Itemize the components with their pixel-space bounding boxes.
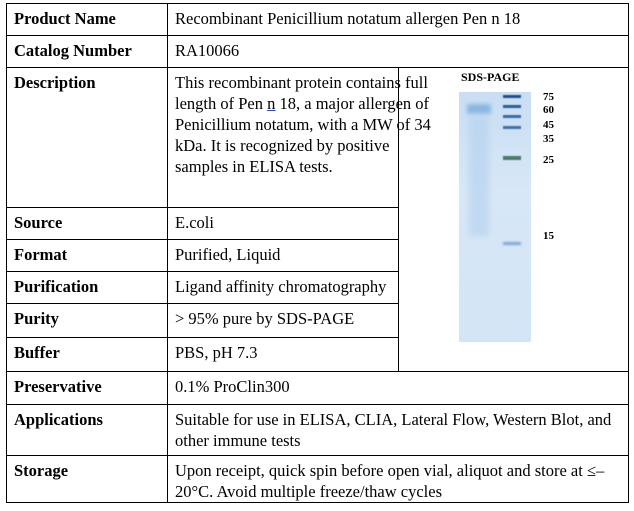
value-catalog-number: RA10066 xyxy=(168,36,629,68)
value-purification: Ligand affinity chromatography xyxy=(168,272,399,304)
label-product-name: Product Name xyxy=(7,4,168,36)
gel-title: SDS-PAGE xyxy=(461,70,520,84)
label-purification: Purification xyxy=(7,272,168,304)
label-applications: Applications xyxy=(7,405,168,456)
label-source: Source xyxy=(7,208,168,240)
mw-marker-25: 25 xyxy=(543,154,554,166)
row-preservative xyxy=(7,372,629,405)
label-description: Description xyxy=(7,68,168,208)
ladder-band xyxy=(503,115,521,118)
value-description: This recombinant protein contains full length of Pen n 18, a major allergen of Penicillium notatum, with a MW of 34 kDa. It is recognized by positive samples in ELISA tests. xyxy=(168,68,399,208)
label-purity: Purity xyxy=(7,304,168,338)
sample-lane-smear xyxy=(469,116,489,236)
value-preservative: 0.1% ProClin300 xyxy=(168,372,629,405)
gel-image xyxy=(459,92,531,342)
ladder-band xyxy=(503,95,521,98)
ladder-band xyxy=(503,242,521,245)
value-source: E.coli xyxy=(168,208,399,240)
row-storage xyxy=(7,456,629,503)
row-catalog-number xyxy=(7,36,629,68)
mw-marker-15: 15 xyxy=(543,230,554,242)
mw-marker-75: 75 xyxy=(543,91,554,103)
sds-page-figure xyxy=(455,70,575,350)
mw-marker-60: 60 xyxy=(543,104,554,116)
ladder-band xyxy=(503,156,521,160)
label-catalog-number: Catalog Number xyxy=(7,36,168,68)
label-format: Format xyxy=(7,240,168,272)
label-storage: Storage xyxy=(7,456,168,503)
value-storage: Upon receipt, quick spin before open vial, aliquot and store at ≤–20°C. Avoid multiple freeze/thaw cycles xyxy=(168,456,629,503)
ladder-band xyxy=(503,126,521,129)
value-product-name: Recombinant Penicillium notatum allergen Pen n 18 xyxy=(168,4,629,36)
label-preservative: Preservative xyxy=(7,372,168,405)
value-format: Purified, Liquid xyxy=(168,240,399,272)
value-buffer: PBS, pH 7.3 xyxy=(168,338,399,372)
sample-lane-band xyxy=(467,104,491,114)
ladder-band xyxy=(503,105,521,108)
label-buffer: Buffer xyxy=(7,338,168,372)
row-product-name xyxy=(7,4,629,36)
row-applications xyxy=(7,405,629,456)
value-applications: Suitable for use in ELISA, CLIA, Lateral Flow, Western Blot, and other immune tests xyxy=(168,405,629,456)
mw-marker-35: 35 xyxy=(543,133,554,145)
value-purity: > 95% pure by SDS-PAGE xyxy=(168,304,399,338)
mw-marker-45: 45 xyxy=(543,119,554,131)
